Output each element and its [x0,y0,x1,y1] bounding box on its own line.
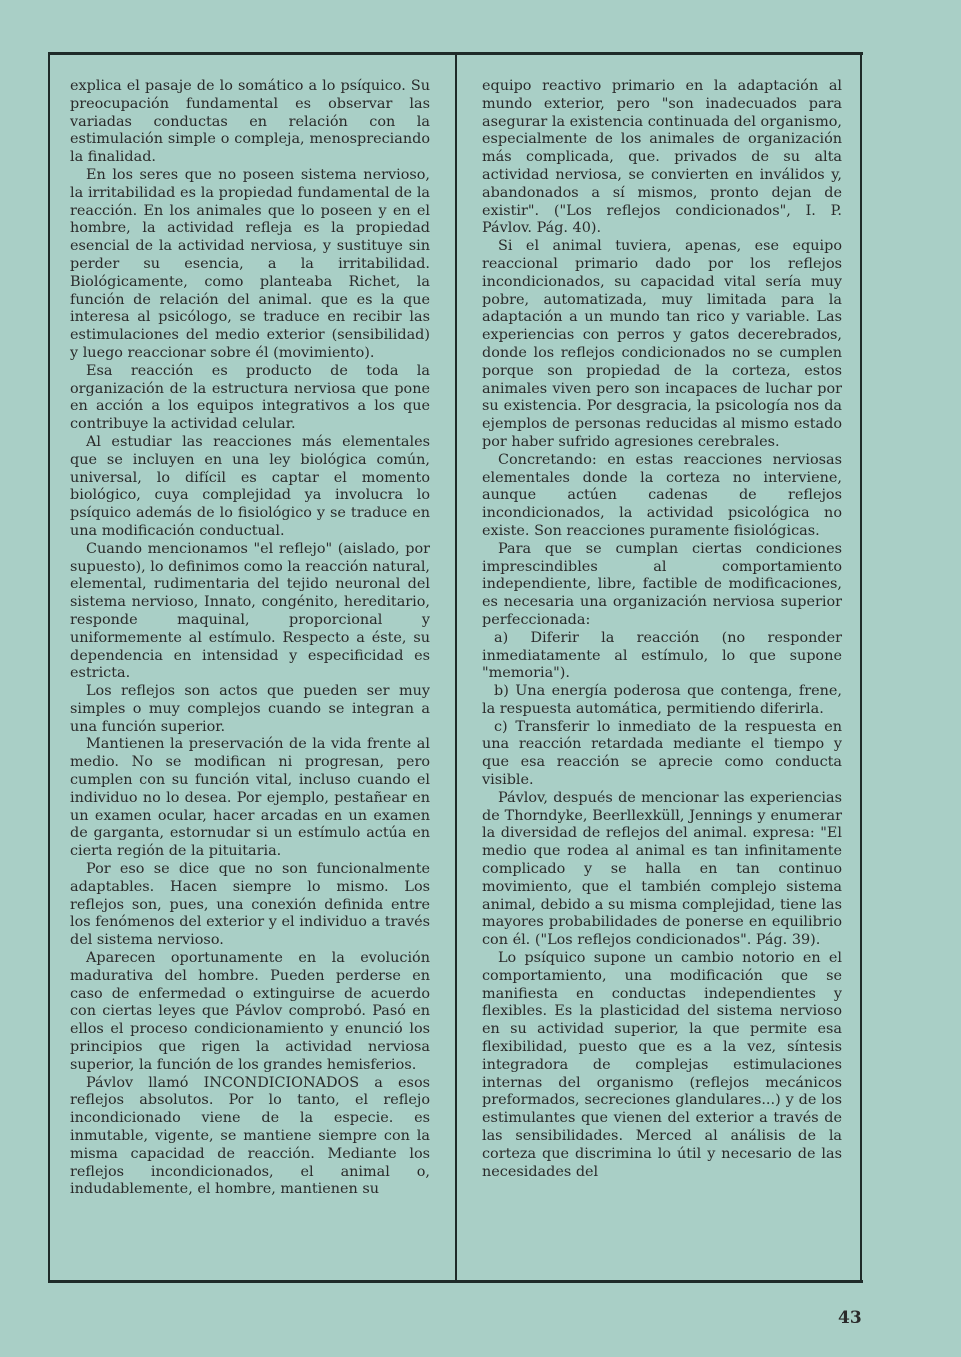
paragraph: Esa reacción es producto de toda la organización de la estructura nerviosa que pone en acción a los equipos integrativos a los que contribuye la actividad celular. [70,362,430,433]
right-text-column [482,78,842,1181]
paragraph: Mantienen la preservación de la vida frente al medio. No se modifican ni progresan, pero cumplen con su función vital, incluso cuando el individuo no lo desea. Por ejemplo, pestañear en un examen ocular, hacer arcadas en un examen de garganta, estornudar si un estímulo actúa en cierta región de la pituitaria. [70,736,430,860]
paragraph: Pávlov, después de mencionar las experiencias de Thorndyke, Beerllexküll, Jennings y enumerar la diversidad de reflejos del animal. expresa: "El medio que rodea al animal es tan infinitamente complicado y se halla en tan continuo movimiento, que el también complejo sistema animal, debido a su misma complejidad, tiene las mayores probabilidades de ponerse en equilibrio con él. ("Los reflejos condicionados". Pág. 39). [482,789,842,949]
paragraph: Lo psíquico supone un cambio notorio en el comportamiento, una modificación que se manifiesta en conductas independientes y flexibles. Es la plasticidad del sistema nervioso en su actividad superior, la que permite esa flexibilidad, puesto que es a la vez, síntesis integradora de complejas estimulaciones internas del organismo (reflejos mecánicos preformados, secreciones glandulares...) y de los estimulantes que vienen del exterior a través de las sensibilidades. Merced al análisis de la corteza que discrimina lo útil y necesario de las necesidades del [482,950,842,1180]
paragraph: En los seres que no poseen sistema nervioso, la irritabilidad es la propiedad fundamental de la reacción. En los animales que lo poseen y en el hombre, la actividad refleja es la propiedad esencial de la actividad nerviosa, y sustituye sin perder su esencia, a la irritabilidad. Biológicamente, como planteaba Richet, la función de relación del animal. que es la que interesa al psicólogo, se traduce en recibir las estimulaciones del medio exterior (sensibilidad) y luego reaccionar sobre él (movimiento). [70,166,430,361]
page-number: 43 [838,1308,862,1328]
paragraph: equipo reactivo primario en la adaptación al mundo exterior, pero "son inadecuados para asegurar la existencia continuada del organismo, especialmente de los animales de organización más complicada, que. privados de su alta actividad nerviosa, se convierten en inválidos y, abandonados a sí mismos, pronto dejan de existir". ("Los reflejos condicionados", I. P. Pávlov. Pág. 40). [482,78,842,237]
paragraph: Por eso se dice que no son funcionalmente adaptables. Hacen siempre lo mismo. Los reflejos son, pues, una conexión definida entre los fenómenos del exterior y el individuo a través del sistema nervioso. [70,861,430,949]
paragraph: Pávlov llamó INCONDICIONADOS a esos reflejos absolutos. Por lo tanto, el reflejo incondicionado viene de la especie. es inmutable, vigente, se mantiene siempre con la misma capacidad de reacción. Mediante los reflejos incondicionados, el animal o, indudablemente, el hombre, mantienen su [70,1074,430,1198]
left-text-column [70,78,430,1199]
paragraph: Los reflejos son actos que pueden ser muy simples o muy complejos cuando se integran a una función superior. [70,683,430,735]
list-item: c) Transferir lo inmediato de la respuesta en una reacción retardada mediante el tiempo y que esa reacción se aprecie como conducta visible. [482,718,842,789]
paragraph: Si el animal tuviera, apenas, ese equipo reaccional primario dado por los reflejos incondicionados, su capacidad vital sería muy pobre, automatizada, muy limitada para la adaptación a un mundo tan rico y variable. Las experiencias con perros y gatos decerebrados, donde los reflejos condicionados no se cumplen porque son propiedad de la corteza, estos animales viven pero son incapaces de luchar por su existencia. Por desgracia, la psicología nos da ejemplos de personas reducidas al mismo estado por haber sufrido agresiones cerebrales. [482,238,842,450]
right-border-line [860,55,862,1280]
column-divider [455,55,457,1280]
paragraph: Concretando: en estas reacciones nerviosas elementales donde la corteza no interviene, aunque actúen cadenas de reflejos incondicionados, la actividad psicológica no existe. Son reacciones puramente fisiológicas. [482,451,842,539]
bottom-rule [48,1280,863,1283]
paragraph: explica el pasaje de lo somático a lo psíquico. Su preocupación fundamental es observar las variadas conductas en relación con la estimulación simple o compleja, menospreciando la finalidad. [70,78,430,166]
paragraph: Para que se cumplan ciertas condiciones imprescindibles al comportamiento independiente, libre, factible de modificaciones, es necesaria una organización nerviosa superior perfeccionada: [482,540,842,628]
list-item: b) Una energía poderosa que contenga, frene, la respuesta automática, permitiendo diferirla. [482,683,842,717]
list-item: a) Diferir la reacción (no responder inmediatamente al estímulo, lo que supone "memoria"). [482,629,842,682]
paragraph: Cuando mencionamos "el reflejo" (aislado, por supuesto), lo definimos como la reacción natural, elemental, rudimentaria del tejido neuronal del sistema nervioso, Innato, congénito, hereditario, responde maquinal, proporcional y uniformemente al estímulo. Respecto a éste, su dependencia en intensidad y especificidad es estricta. [70,540,430,682]
paragraph: Aparecen oportunamente en la evolución madurativa del hombre. Pueden perderse en caso de enfermedad o extinguirse de acuerdo con ciertas leyes que Pávlov comprobó. Pasó en ellos el proceso condicionamiento y enunció los principios que rigen la actividad nerviosa superior, la función de los grandes hemisferios. [70,950,430,1073]
paragraph: Al estudiar las reacciones más elementales que se incluyen en una ley biológica común, universal, lo difícil es captar el momento biológico, cuya complejidad ya involucra lo psíquico además de lo fisiológico y se traduce en una modificación conductual. [70,433,430,539]
left-border-line [48,55,50,1280]
